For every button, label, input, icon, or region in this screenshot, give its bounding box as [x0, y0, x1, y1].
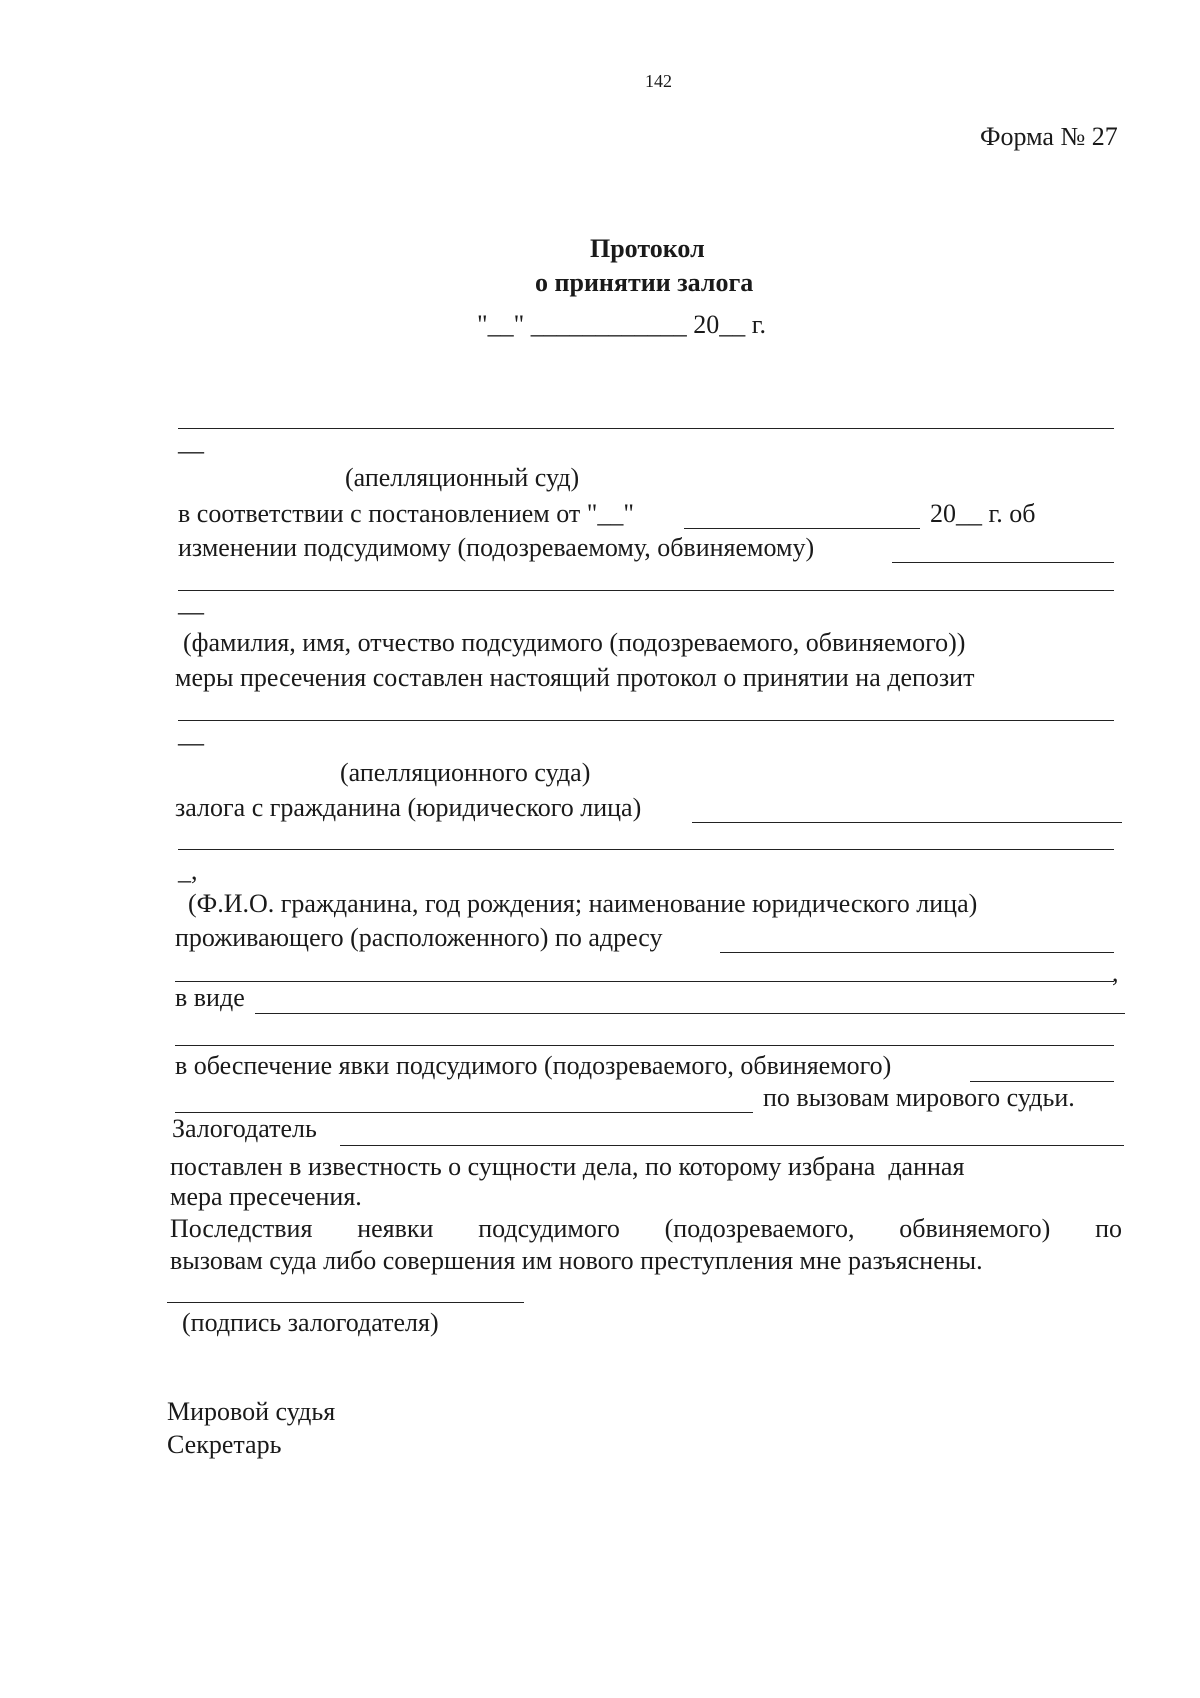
signature-caption: (подпись залогодателя) — [182, 1308, 439, 1337]
measure-line: меры пресечения составлен настоящий протокол о принятии на депозит — [175, 663, 975, 692]
consequences-word: Последствия — [170, 1214, 313, 1243]
informed-line: поставлен в известность о сущности дела, по которому избрана данная — [170, 1152, 965, 1181]
measure-end: мера пресечения. — [170, 1182, 362, 1211]
in-form: в виде — [175, 983, 245, 1012]
court-caption-2: (апелляционного суда) — [340, 758, 591, 787]
address-line-1 — [720, 952, 1114, 953]
pledgor-label: Залогодатель — [172, 1114, 317, 1143]
fio-caption: (фамилия, имя, отчество подсудимого (подозреваемого, обвиняемого)) — [183, 628, 966, 657]
change-line: изменении подсудимому (подозреваемому, обвиняемому) — [178, 533, 815, 562]
secretary-label: Секретарь — [167, 1430, 282, 1459]
resolution-date-line — [684, 528, 920, 529]
title-line-2: о принятии залога — [535, 268, 754, 297]
citizen-caption: (Ф.И.О. гражданина, год рождения; наименование юридического лица) — [188, 889, 978, 918]
consequences-word: обвиняемого) — [899, 1214, 1051, 1243]
dash: — — [178, 597, 204, 626]
ensure-line: в обеспечение явки подсудимого (подозреваемого, обвиняемого) — [175, 1051, 892, 1080]
court-name-line — [178, 428, 1114, 429]
consequences-line-1 — [170, 1214, 1122, 1244]
dash: — — [178, 728, 204, 757]
ensure-line-blank-2 — [175, 1112, 753, 1113]
address-line-2 — [175, 981, 1114, 982]
deposit-line — [178, 720, 1114, 721]
dash-comma: _, — [178, 856, 198, 885]
consequences-line-2: вызовам суда либо совершения им нового преступления мне разъяснены. — [170, 1246, 983, 1275]
dash: — — [178, 436, 204, 465]
consequences-word: неявки — [357, 1214, 434, 1243]
pledge-from: залога с гражданина (юридического лица) — [175, 793, 642, 822]
form-label: Форма № 27 — [980, 122, 1118, 151]
defendant-line-1 — [892, 562, 1114, 563]
form-of-pledge-line-2 — [175, 1045, 1114, 1046]
court-caption: (апелляционный суд) — [345, 463, 580, 492]
page-number: 142 — [645, 71, 672, 91]
consequences-word: подсудимого — [478, 1214, 620, 1243]
address-line: проживающего (расположенного) по адресу — [175, 923, 663, 952]
resolution-end: 20__ г. об — [930, 499, 1036, 528]
citizen-line-1 — [692, 822, 1122, 823]
judge-label: Мировой судья — [167, 1397, 336, 1426]
signature-line — [167, 1302, 524, 1303]
comma: , — [1112, 958, 1119, 987]
summons-line: по вызовам мирового судьи. — [763, 1083, 1075, 1112]
title-line-1: Протокол — [590, 234, 705, 263]
defendant-line-2 — [178, 590, 1114, 591]
form-of-pledge-line-1 — [255, 1013, 1125, 1014]
resolution-start: в соответствии с постановлением от "__" — [178, 499, 634, 528]
consequences-word: по — [1095, 1214, 1122, 1243]
consequences-word: (подозреваемого, — [664, 1214, 855, 1243]
date-line: "__" ____________ 20__ г. — [477, 310, 766, 339]
ensure-line-blank-1 — [970, 1081, 1114, 1082]
pledgor-line — [340, 1145, 1124, 1146]
citizen-line-2 — [178, 849, 1114, 850]
